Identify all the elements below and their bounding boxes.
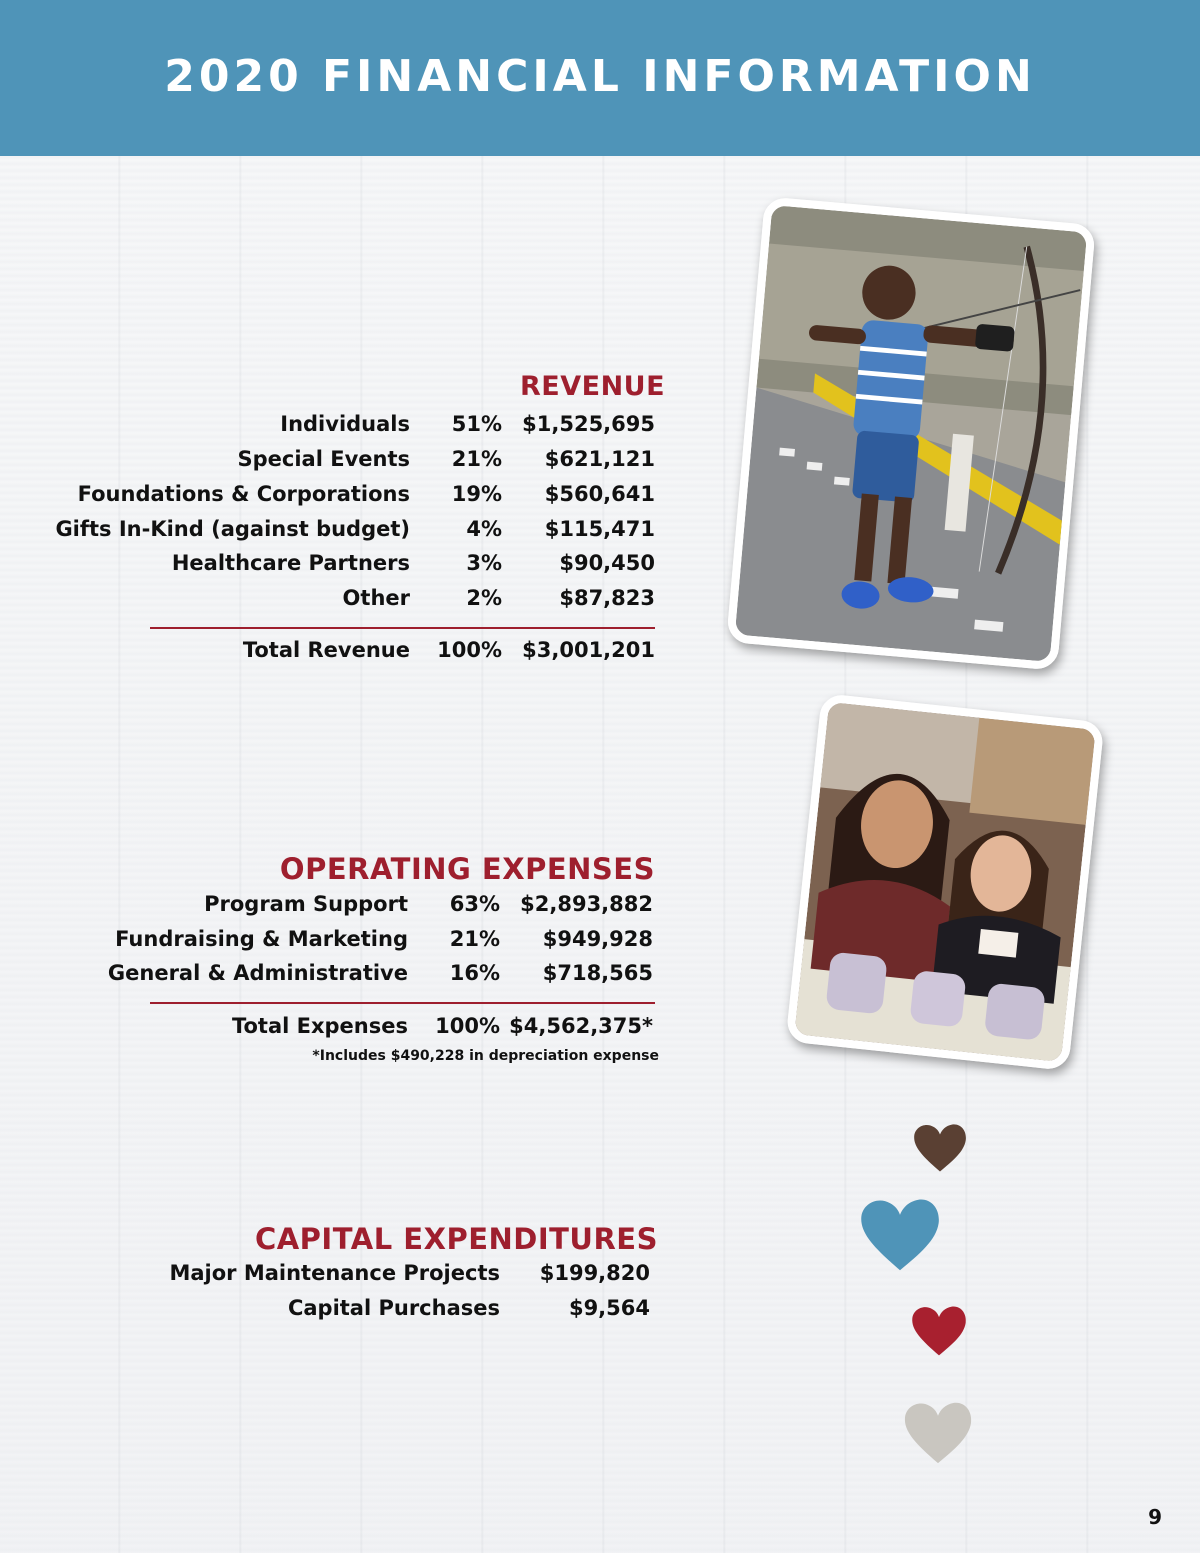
- capital-row: [0, 1261, 1200, 1291]
- expenses-total-amount: $4,562,375*: [509, 1014, 653, 1038]
- revenue-total-pct: 100%: [437, 638, 502, 662]
- page-header: [0, 0, 1200, 156]
- revenue-pct: 3%: [466, 551, 502, 575]
- capital-amount: $199,820: [539, 1261, 650, 1285]
- revenue-pct: 4%: [466, 517, 502, 541]
- revenue-label: Other: [342, 586, 410, 610]
- expenses-label: General & Administrative: [107, 961, 408, 985]
- expenses-footnote: *Includes $490,228 in depreciation expense: [312, 1048, 659, 1064]
- revenue-amount: $1,525,695: [522, 412, 655, 436]
- girls-photo: [785, 693, 1104, 1071]
- expenses-pct: 16%: [449, 961, 500, 985]
- expenses-amount: $2,893,882: [520, 892, 653, 916]
- page-title: 2020 FINANCIAL INFORMATION: [164, 50, 1036, 102]
- heart-icon: [912, 1122, 968, 1174]
- revenue-total-label: Total Revenue: [242, 638, 410, 662]
- expenses-amount: $718,565: [542, 961, 653, 985]
- expenses-total-pct: 100%: [435, 1014, 500, 1038]
- revenue-pct: 2%: [466, 586, 502, 610]
- capital-label: Major Maintenance Projects: [169, 1261, 500, 1285]
- revenue-label: Gifts In-Kind (against budget): [55, 517, 410, 541]
- expenses-total-label: Total Expenses: [231, 1014, 408, 1038]
- capital-row: [0, 1296, 1200, 1326]
- revenue-label: Healthcare Partners: [171, 551, 410, 575]
- capital-title: CAPITAL EXPENDITURES: [254, 1222, 658, 1256]
- revenue-amount: $90,450: [559, 551, 655, 575]
- revenue-pct: 51%: [451, 412, 502, 436]
- revenue-amount: $560,641: [544, 482, 655, 506]
- revenue-amount: $87,823: [559, 586, 655, 610]
- revenue-divider: [150, 627, 655, 629]
- revenue-amount: $115,471: [544, 517, 655, 541]
- expenses-pct: 63%: [449, 892, 500, 916]
- expenses-label: Fundraising & Marketing: [115, 927, 408, 951]
- revenue-total-amount: $3,001,201: [522, 638, 655, 662]
- revenue-pct: 19%: [451, 482, 502, 506]
- revenue-label: Special Events: [237, 447, 410, 471]
- revenue-label: Foundations & Corporations: [77, 482, 410, 506]
- capital-label: Capital Purchases: [287, 1296, 500, 1320]
- expenses-label: Program Support: [204, 892, 408, 916]
- revenue-amount: $621,121: [544, 447, 655, 471]
- capital-amount: $9,564: [568, 1296, 650, 1320]
- revenue-title: REVENUE: [520, 371, 666, 402]
- revenue-label: Individuals: [280, 412, 410, 436]
- heart-icon: [910, 1304, 968, 1358]
- expenses-pct: 21%: [449, 927, 500, 951]
- expenses-amount: $949,928: [542, 927, 653, 951]
- heart-icon: [902, 1400, 974, 1466]
- page-number: 9: [1148, 1505, 1162, 1529]
- expenses-title: OPERATING EXPENSES: [279, 852, 655, 886]
- expenses-divider: [150, 1002, 655, 1004]
- archery-photo: [726, 196, 1096, 670]
- heart-icon: [858, 1196, 942, 1274]
- revenue-pct: 21%: [451, 447, 502, 471]
